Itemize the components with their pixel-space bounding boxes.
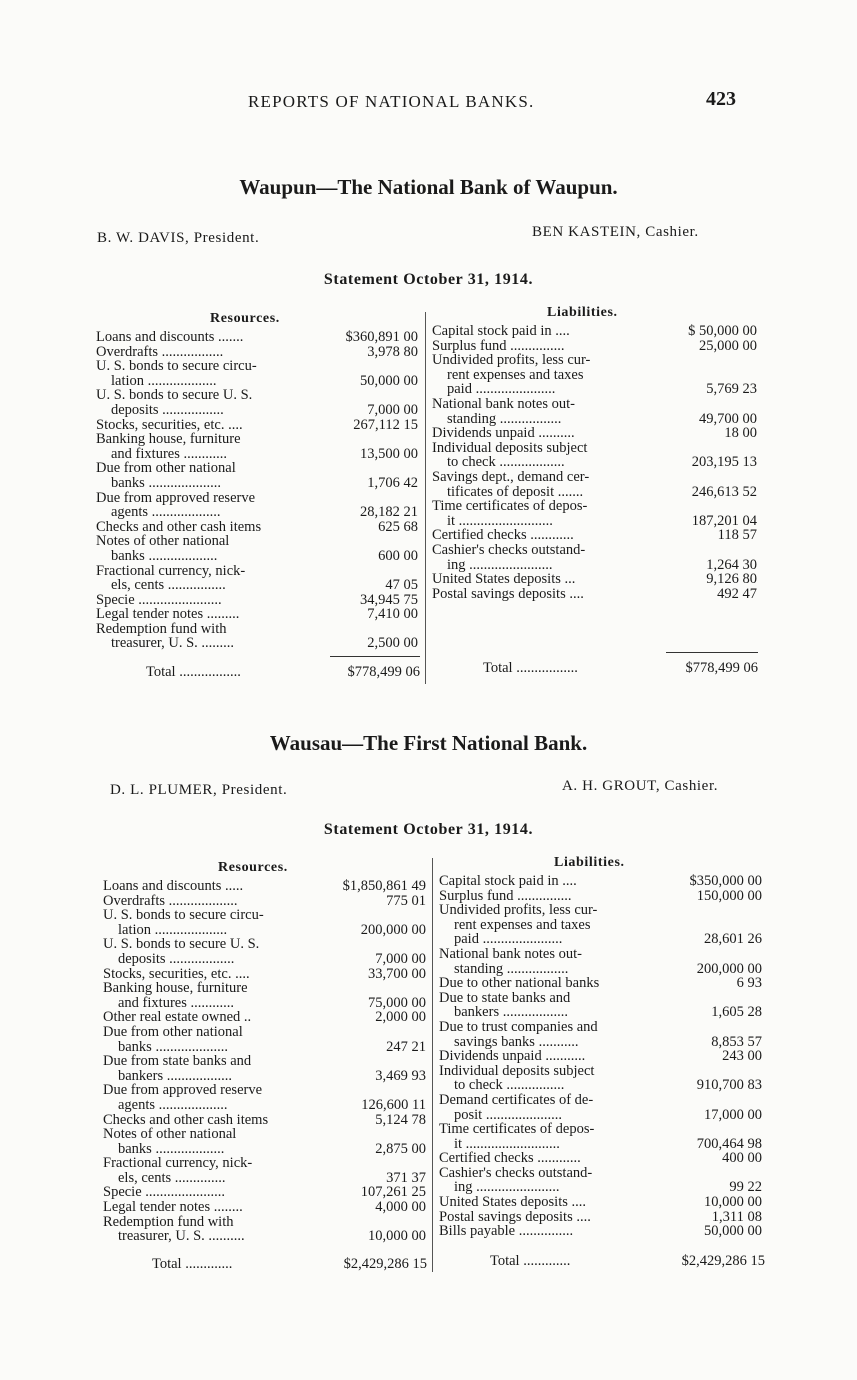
line-label: Surplus fund ............... — [439, 887, 572, 904]
line-label: Loans and discounts ....... — [96, 329, 244, 345]
line-amount: 7,000 00 — [375, 950, 426, 967]
line-label: ing ....................... — [454, 1179, 560, 1196]
line-amount: 50,000 00 — [704, 1223, 762, 1240]
resources-heading: Resources. — [218, 860, 288, 875]
liabilities-total-label: Total ................. — [483, 660, 578, 676]
line-label: U. S. bonds to secure circu- — [103, 907, 264, 924]
line-label: Stocks, securities, etc. .... — [103, 965, 250, 982]
resources-list — [96, 330, 418, 651]
line-label: savings banks ........... — [454, 1033, 579, 1050]
line-amount: 3,469 93 — [375, 1067, 426, 1084]
line-label: Stocks, securities, etc. .... — [96, 416, 243, 433]
line-label: Savings dept., demand cer- — [432, 468, 590, 485]
line-label: lation .................... — [118, 921, 228, 938]
line-label: it .......................... — [447, 512, 553, 529]
ledger-line — [439, 1195, 762, 1210]
ledger-line — [96, 491, 418, 506]
line-label: Time certificates of depos- — [439, 1121, 595, 1138]
line-amount: 75,000 00 — [368, 994, 426, 1011]
resources-heading: Resources. — [210, 311, 280, 326]
line-amount: 126,600 11 — [361, 1096, 426, 1113]
line-label: Certified checks ............ — [432, 527, 574, 544]
liabilities-total-rule — [666, 652, 758, 653]
ledger-line — [96, 607, 418, 622]
ledger-line — [439, 1108, 762, 1123]
line-label: deposits ................. — [111, 401, 224, 418]
line-amount: 9,126 80 — [706, 571, 757, 588]
line-label: ing ....................... — [447, 556, 553, 573]
ledger-line — [103, 1215, 426, 1230]
line-label: Certified checks ............ — [439, 1150, 581, 1167]
ledger-line — [96, 476, 418, 491]
line-label: and fixtures ............ — [111, 445, 227, 462]
bank-title: Wausau—The First National Bank. — [269, 731, 588, 755]
line-amount: 50,000 00 — [360, 372, 418, 389]
line-label: paid ...................... — [454, 931, 563, 948]
line-amount: $360,891 00 — [345, 329, 418, 345]
ledger-line — [439, 1035, 762, 1050]
resources-total-label: Total ................. — [146, 664, 241, 680]
ledger-line — [96, 418, 418, 433]
ledger-line — [432, 368, 757, 383]
ledger-line — [432, 455, 757, 470]
ledger-line — [96, 432, 418, 447]
line-label: Cashier's checks outstand- — [432, 541, 586, 558]
ledger-line — [96, 578, 418, 593]
ledger-line — [103, 1185, 426, 1200]
ledger-line — [96, 636, 418, 651]
line-amount: 371 37 — [386, 1169, 426, 1186]
line-amount: 8,853 57 — [711, 1033, 762, 1050]
ledger-line — [103, 908, 426, 923]
president-name: D. L. PLUMER, President. — [110, 782, 288, 798]
line-amount: 775 01 — [386, 892, 426, 909]
resources-total: $778,499 06 — [347, 664, 420, 680]
ledger-line — [432, 353, 757, 368]
line-amount: 99 22 — [729, 1179, 762, 1196]
line-amount: 187,201 04 — [691, 512, 757, 529]
ledger-line — [432, 426, 757, 441]
line-amount: 247 21 — [386, 1038, 426, 1055]
statement-date: Statement October 31, 1914. — [323, 821, 534, 838]
line-label: Capital stock paid in .... — [432, 323, 570, 339]
line-label: Due from approved reserve — [96, 489, 256, 506]
line-amount: 34,945 75 — [360, 591, 418, 608]
line-label: Due to other national banks — [439, 975, 600, 992]
liabilities-list — [432, 324, 757, 601]
line-label: Demand certificates of de- — [439, 1091, 594, 1108]
line-label: Fractional currency, nick- — [96, 562, 246, 579]
line-label: standing ................. — [447, 410, 562, 427]
ledger-line — [96, 388, 418, 403]
ledger-line — [432, 485, 757, 500]
line-label: rent expenses and taxes — [447, 366, 584, 383]
line-label: and fixtures ............ — [118, 994, 234, 1011]
line-amount: 10,000 00 — [368, 1228, 426, 1245]
line-label: posit ..................... — [454, 1106, 562, 1123]
ledger-line — [103, 1113, 426, 1128]
liabilities-total-label: Total ............. — [490, 1253, 571, 1269]
line-label: Undivided profits, less cur- — [439, 902, 598, 919]
line-amount: 18 00 — [724, 425, 757, 442]
ledger-line — [103, 1127, 426, 1142]
running-title: REPORTS OF NATIONAL BANKS. — [248, 92, 535, 111]
ledger-line — [432, 382, 757, 397]
line-label: Specie ...................... — [103, 1184, 226, 1201]
line-amount: 2,500 00 — [367, 635, 418, 652]
line-label: Redemption fund with — [103, 1213, 234, 1230]
line-amount: $1,850,861 49 — [342, 878, 426, 894]
line-label: lation ................... — [111, 372, 217, 389]
line-amount: 150,000 00 — [696, 887, 762, 904]
line-label: Individual deposits subject — [432, 439, 588, 456]
ledger-line — [103, 1083, 426, 1098]
line-label: bankers .................. — [118, 1067, 232, 1084]
ledger-line — [432, 499, 757, 514]
line-label: treasurer, U. S. ......... — [111, 635, 235, 652]
ledger-line — [439, 1005, 762, 1020]
ledger-line — [96, 374, 418, 389]
line-amount: 200,000 00 — [360, 921, 426, 938]
line-label: els, cents .............. — [118, 1169, 226, 1186]
line-label: banks ................... — [111, 547, 218, 564]
ledger-line — [103, 952, 426, 967]
line-amount: 625 68 — [378, 518, 418, 535]
line-label: Individual deposits subject — [439, 1062, 595, 1079]
line-label: U. S. bonds to secure U. S. — [103, 936, 260, 953]
ledger-line — [103, 967, 426, 982]
line-label: treasurer, U. S. .......... — [118, 1228, 245, 1245]
ledger-line — [96, 505, 418, 520]
line-label: Surplus fund ............... — [432, 337, 565, 354]
ledger-line — [103, 894, 426, 909]
resources-total: $2,429,286 15 — [343, 1256, 427, 1272]
line-amount: 7,410 00 — [367, 606, 418, 623]
ledger-line — [439, 918, 762, 933]
line-label: els, cents ................ — [111, 577, 226, 594]
line-amount: 2,000 00 — [375, 1009, 426, 1026]
line-label: tificates of deposit ....... — [447, 483, 584, 500]
ledger-line — [439, 1049, 762, 1064]
line-amount: 243 00 — [722, 1048, 762, 1065]
ledger-line — [439, 1137, 762, 1152]
ledger-line — [432, 412, 757, 427]
ledger-line — [439, 1064, 762, 1079]
ledger-line — [103, 879, 426, 894]
ledger-line — [432, 324, 757, 339]
line-label: rent expenses and taxes — [454, 916, 591, 933]
ledger-line — [103, 1069, 426, 1084]
resources-total-rule — [330, 656, 420, 657]
liabilities-heading: Liabilities. — [554, 855, 625, 870]
ledger-line — [439, 962, 762, 977]
line-amount: 203,195 13 — [691, 454, 757, 471]
line-amount: 246,613 52 — [691, 483, 757, 500]
line-label: to check ................ — [454, 1077, 565, 1094]
line-label: Bills payable ............... — [439, 1223, 574, 1240]
ledger-line — [96, 330, 418, 345]
ledger-line — [439, 1093, 762, 1108]
resources-list — [103, 879, 426, 1244]
line-amount: 28,601 26 — [704, 931, 762, 948]
ledger-line — [103, 1200, 426, 1215]
line-label: Checks and other cash items — [96, 518, 262, 535]
line-label: Due from state banks and — [103, 1053, 252, 1070]
ledger-line — [103, 1098, 426, 1113]
ledger-line — [432, 587, 757, 602]
ledger-line — [439, 1078, 762, 1093]
line-label: Cashier's checks outstand- — [439, 1164, 593, 1181]
ledger-line — [96, 345, 418, 360]
ledger-line — [103, 1171, 426, 1186]
line-label: it .......................... — [454, 1135, 560, 1152]
ledger-line — [96, 534, 418, 549]
column-divider — [432, 858, 433, 1272]
line-amount: $350,000 00 — [689, 873, 762, 889]
ledger-line — [432, 528, 757, 543]
line-label: National bank notes out- — [439, 945, 582, 962]
ledger-line — [103, 996, 426, 1011]
line-amount: 2,875 00 — [375, 1140, 426, 1157]
ledger-line — [103, 1229, 426, 1244]
line-amount: 107,261 25 — [360, 1184, 426, 1201]
ledger-line — [103, 981, 426, 996]
ledger-line — [439, 1151, 762, 1166]
line-label: banks .................... — [111, 474, 221, 491]
line-amount: 400 00 — [722, 1150, 762, 1167]
ledger-line — [439, 1210, 762, 1225]
line-amount: 1,605 28 — [711, 1004, 762, 1021]
line-amount: 118 57 — [717, 527, 757, 544]
line-label: United States deposits ... — [432, 571, 576, 588]
ledger-line — [439, 947, 762, 962]
ledger-line — [103, 923, 426, 938]
ledger-line — [439, 932, 762, 947]
page-header — [0, 88, 857, 116]
liabilities-total: $2,429,286 15 — [681, 1253, 765, 1269]
ledger-line — [103, 1142, 426, 1157]
ledger-line — [432, 470, 757, 485]
line-label: deposits .................. — [118, 950, 235, 967]
line-amount: 17,000 00 — [704, 1106, 762, 1123]
ledger-line — [432, 339, 757, 354]
line-amount: 200,000 00 — [696, 960, 762, 977]
line-label: Checks and other cash items — [103, 1111, 269, 1128]
line-amount: 5,769 23 — [706, 381, 757, 398]
ledger-line — [439, 889, 762, 904]
ledger-line — [439, 1224, 762, 1239]
column-divider — [425, 312, 426, 684]
line-amount: 1,706 42 — [367, 474, 418, 491]
line-label: Due to state banks and — [439, 989, 571, 1006]
line-amount: 910,700 83 — [696, 1077, 762, 1094]
line-amount: 7,000 00 — [367, 401, 418, 418]
ledger-line — [439, 903, 762, 918]
cashier-name: A. H. GROUT, Cashier. — [562, 778, 719, 794]
line-label: to check .................. — [447, 454, 565, 471]
ledger-line — [96, 403, 418, 418]
line-label: Specie ....................... — [96, 591, 222, 608]
line-label: National bank notes out- — [432, 395, 575, 412]
ledger-line — [96, 520, 418, 535]
line-label: Legal tender notes ......... — [96, 606, 240, 623]
line-label: Notes of other national — [103, 1126, 237, 1143]
ledger-line — [96, 593, 418, 608]
line-label: Banking house, furniture — [96, 431, 241, 448]
ledger-line — [432, 397, 757, 412]
ledger-line — [439, 976, 762, 991]
ledger-line — [96, 549, 418, 564]
line-label: Fractional currency, nick- — [103, 1155, 253, 1172]
ledger-line — [432, 558, 757, 573]
ledger-line — [103, 1025, 426, 1040]
ledger-line — [96, 461, 418, 476]
ledger-line — [103, 937, 426, 952]
ledger-line — [103, 1040, 426, 1055]
line-amount: 1,264 30 — [706, 556, 757, 573]
ledger-line — [103, 1010, 426, 1025]
line-amount: 4,000 00 — [375, 1199, 426, 1216]
line-label: agents ................... — [118, 1096, 228, 1113]
line-amount: 47 05 — [385, 577, 418, 594]
bank-title: Waupun—The National Bank of Waupun. — [239, 175, 618, 199]
ledger-line — [432, 514, 757, 529]
line-label: Overdrafts ................... — [103, 892, 238, 909]
line-label: Capital stock paid in .... — [439, 873, 577, 889]
line-label: U. S. bonds to secure circu- — [96, 358, 257, 375]
ledger-line — [439, 874, 762, 889]
line-amount: $ 50,000 00 — [688, 323, 757, 339]
line-amount: 267,112 15 — [353, 416, 418, 433]
line-label: Postal savings deposits .... — [432, 585, 584, 602]
line-label: United States deposits .... — [439, 1194, 587, 1211]
ledger-line — [439, 1020, 762, 1035]
ledger-line — [439, 1180, 762, 1195]
line-amount: 700,464 98 — [696, 1135, 762, 1152]
line-amount: 6 93 — [736, 975, 762, 992]
line-label: Due from approved reserve — [103, 1082, 263, 1099]
liabilities-total: $778,499 06 — [685, 660, 758, 676]
ledger-line — [432, 543, 757, 558]
line-amount: 3,978 80 — [367, 343, 418, 360]
resources-total-label: Total ............. — [152, 1256, 233, 1272]
ledger-line — [103, 1156, 426, 1171]
line-amount: 10,000 00 — [704, 1194, 762, 1211]
line-label: Legal tender notes ........ — [103, 1199, 243, 1216]
line-amount: 492 47 — [717, 585, 757, 602]
ledger-line — [439, 991, 762, 1006]
line-label: Due from other national — [96, 460, 236, 477]
ledger-line — [432, 441, 757, 456]
line-label: paid ...................... — [447, 381, 556, 398]
ledger-line — [96, 359, 418, 374]
page-number: 423 — [706, 88, 736, 110]
line-amount: 1,311 08 — [711, 1208, 762, 1225]
line-amount: 600 00 — [378, 547, 418, 564]
line-amount: 5,124 78 — [375, 1111, 426, 1128]
ledger-line — [96, 622, 418, 637]
line-label: U. S. bonds to secure U. S. — [96, 387, 253, 404]
line-label: Banking house, furniture — [103, 980, 248, 997]
line-label: banks ................... — [118, 1140, 225, 1157]
liabilities-list — [439, 874, 762, 1239]
cashier-name: BEN KASTEIN, Cashier. — [532, 224, 699, 240]
line-label: Other real estate owned .. — [103, 1009, 252, 1026]
line-label: Overdrafts ................. — [96, 343, 224, 360]
statement-date: Statement October 31, 1914. — [323, 271, 534, 288]
line-label: bankers .................. — [454, 1004, 568, 1021]
line-amount: 13,500 00 — [360, 445, 418, 462]
line-label: Due to trust companies and — [439, 1018, 598, 1035]
line-label: Undivided profits, less cur- — [432, 352, 591, 369]
line-label: Redemption fund with — [96, 620, 227, 637]
line-label: standing ................. — [454, 960, 569, 977]
line-label: Notes of other national — [96, 533, 230, 550]
line-label: Loans and discounts ..... — [103, 878, 244, 894]
line-label: agents ................... — [111, 504, 221, 521]
line-amount: 49,700 00 — [699, 410, 757, 427]
line-label: banks .................... — [118, 1038, 228, 1055]
line-amount: 33,700 00 — [368, 965, 426, 982]
liabilities-heading: Liabilities. — [547, 305, 618, 320]
ledger-line — [103, 1054, 426, 1069]
ledger-line — [432, 572, 757, 587]
line-label: Postal savings deposits .... — [439, 1208, 591, 1225]
line-amount: 25,000 00 — [699, 337, 757, 354]
line-label: Dividends unpaid ........... — [439, 1048, 586, 1065]
line-label: Due from other national — [103, 1023, 243, 1040]
ledger-line — [439, 1122, 762, 1137]
line-label: Dividends unpaid .......... — [432, 425, 575, 442]
ledger-line — [96, 447, 418, 462]
line-label: Time certificates of depos- — [432, 498, 588, 515]
ledger-line — [439, 1166, 762, 1181]
ledger-line — [96, 564, 418, 579]
line-amount: 28,182 21 — [360, 504, 418, 521]
president-name: B. W. DAVIS, President. — [97, 230, 260, 246]
